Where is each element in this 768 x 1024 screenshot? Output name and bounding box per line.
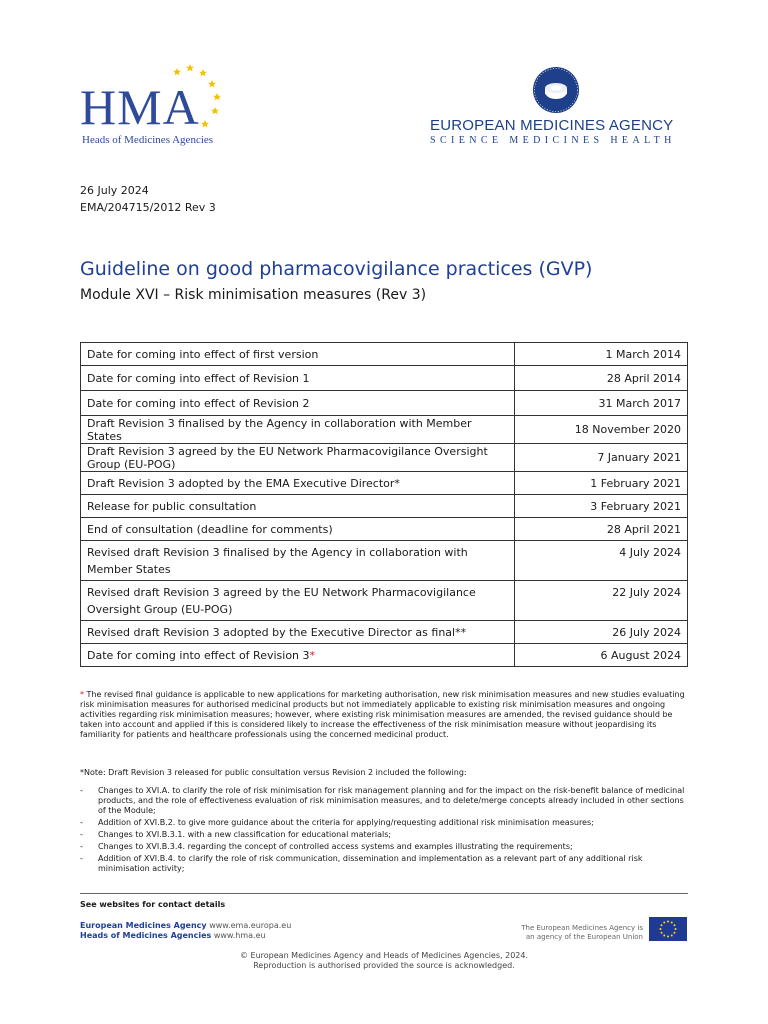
ema-url-link[interactable]: www.ema.europa.eu bbox=[209, 921, 292, 930]
ema-wordmark: EUROPEAN MEDICINES AGENCY bbox=[430, 117, 674, 134]
timeline-event: End of consultation (deadline for comments) bbox=[81, 518, 515, 541]
hma-url-link[interactable]: www.hma.eu bbox=[213, 931, 266, 940]
eu-flag-icon bbox=[649, 917, 687, 941]
list-item: - Changes to XVI.B.3.4. regarding the concept of controlled access systems and examples illustrating the requirements; bbox=[80, 842, 688, 852]
timeline-event: Revised draft Revision 3 finalised by the Agency in collaboration with Member States bbox=[81, 541, 515, 581]
ema-logo bbox=[428, 66, 690, 148]
timeline-date: 1 March 2014 bbox=[515, 343, 688, 366]
contact-heading: See websites for contact details bbox=[80, 900, 226, 909]
table-row bbox=[81, 472, 688, 495]
table-row bbox=[81, 366, 688, 391]
table-row bbox=[81, 621, 688, 644]
timeline-date: 26 July 2024 bbox=[515, 621, 688, 644]
timeline-event: Draft Revision 3 adopted by the EMA Executive Director* bbox=[81, 472, 515, 495]
table-row bbox=[81, 518, 688, 541]
copyright bbox=[80, 951, 688, 971]
list-item: - Changes to XVI.A. to clarify the role of risk minimisation for risk management planning and for the impact on the risk-benefit balance of medicinal products, and the role of effectiveness evaluation of risk minimisation measures, and to delete/merge concepts already included in other sections of the Module; bbox=[80, 786, 688, 816]
eu-agency-note: The European Medicines Agency is an agency of the European Union bbox=[521, 924, 643, 941]
page-title: Guideline on good pharmacovigilance practices (GVP) bbox=[80, 258, 593, 280]
hma-logo bbox=[80, 64, 260, 148]
timeline-date: 28 April 2014 bbox=[515, 366, 688, 391]
table-row bbox=[81, 391, 688, 416]
ema-tagline: SCIENCE MEDICINES HEALTH bbox=[430, 135, 676, 146]
table-row bbox=[81, 444, 688, 472]
timeline-event: Revised draft Revision 3 agreed by the EU Network Pharmacovigilance Oversight Group (EU-POG) bbox=[81, 581, 515, 621]
timeline-event bbox=[81, 644, 515, 667]
timeline-date: 28 April 2021 bbox=[515, 518, 688, 541]
footer-divider bbox=[80, 893, 688, 894]
list-item: - Addition of XVI.B.4. to clarify the role of risk communication, dissemination and implementation as a relevant part of any additional risk minimisation activity; bbox=[80, 854, 688, 874]
timeline-date: 31 March 2017 bbox=[515, 391, 688, 416]
timeline-event: Draft Revision 3 agreed by the EU Network Pharmacovigilance Oversight Group (EU-POG) bbox=[81, 444, 515, 472]
table-row bbox=[81, 343, 688, 366]
timeline-event: Release for public consultation bbox=[81, 495, 515, 518]
ema-name: European Medicines Agency bbox=[80, 921, 207, 930]
table-row bbox=[81, 416, 688, 444]
asterisk-marker: * bbox=[309, 648, 316, 662]
ema-contact bbox=[80, 921, 291, 930]
timeline-date: 18 November 2020 bbox=[515, 416, 688, 444]
footnote bbox=[80, 690, 688, 740]
timeline-table bbox=[80, 342, 688, 667]
list-item: - Changes to XVI.B.3.1. with a new classification for educational materials; bbox=[80, 830, 688, 840]
timeline-date: 7 January 2021 bbox=[515, 444, 688, 472]
footnote-marker: * bbox=[80, 690, 84, 699]
changes-list bbox=[80, 786, 688, 876]
copyright-line: © European Medicines Agency and Heads of Medicines Agencies, 2024. bbox=[239, 951, 529, 960]
table-row bbox=[81, 495, 688, 518]
document-date: 26 July 2024 bbox=[80, 184, 149, 197]
table-row bbox=[81, 541, 688, 581]
timeline-event: Date for coming into effect of Revision 1 bbox=[81, 366, 515, 391]
timeline-event: Date for coming into effect of first version bbox=[81, 343, 515, 366]
timeline-date: 1 February 2021 bbox=[515, 472, 688, 495]
hma-wordmark: HMA bbox=[80, 79, 200, 135]
timeline-event-text: Date for coming into effect of Revision 3 bbox=[87, 648, 310, 662]
list-item: - Addition of XVI.B.2. to give more guidance about the criteria for applying/requesting additional risk minimisation measures; bbox=[80, 818, 688, 828]
table-row bbox=[81, 581, 688, 621]
document-reference: EMA/204715/2012 Rev 3 bbox=[80, 201, 216, 214]
copyright-line: Reproduction is authorised provided the source is acknowledged. bbox=[253, 961, 515, 970]
timeline-date: 4 July 2024 bbox=[515, 541, 688, 581]
timeline-date: 22 July 2024 bbox=[515, 581, 688, 621]
timeline-event: Date for coming into effect of Revision 2 bbox=[81, 391, 515, 416]
timeline-date: 3 February 2021 bbox=[515, 495, 688, 518]
footnote-text: The revised final guidance is applicable to new applications for marketing authorisation, new risk minimisation measures and new studies evaluating risk minimisation measures for authorised medicinal products but not immediately applicable to existing risk minimisation measures and ongoing activities regarding risk minimisation measures; however, where existing risk minimisation measures are amended, the revised guidance should be taken into account and applied if this is considered likely to increase the effectiveness of the risk minimisation measure without jeopardising its familiarity for patients and healthcare professionals using the concerned medicinal product. bbox=[80, 690, 685, 739]
timeline-event: Revised draft Revision 3 adopted by the Executive Director as final** bbox=[81, 621, 515, 644]
page-subtitle: Module XVI – Risk minimisation measures (Rev 3) bbox=[80, 287, 427, 303]
hma-contact bbox=[80, 931, 266, 940]
hma-subtitle: Heads of Medicines Agencies bbox=[82, 134, 214, 146]
timeline-event: Draft Revision 3 finalised by the Agency in collaboration with Member States bbox=[81, 416, 515, 444]
hma-name: Heads of Medicines Agencies bbox=[80, 931, 212, 940]
ema-emblem-icon bbox=[532, 66, 580, 114]
note-intro: *Note: Draft Revision 3 released for public consultation versus Revision 2 included the following: bbox=[80, 768, 467, 777]
timeline-date: 6 August 2024 bbox=[515, 644, 688, 667]
table-row bbox=[81, 644, 688, 667]
